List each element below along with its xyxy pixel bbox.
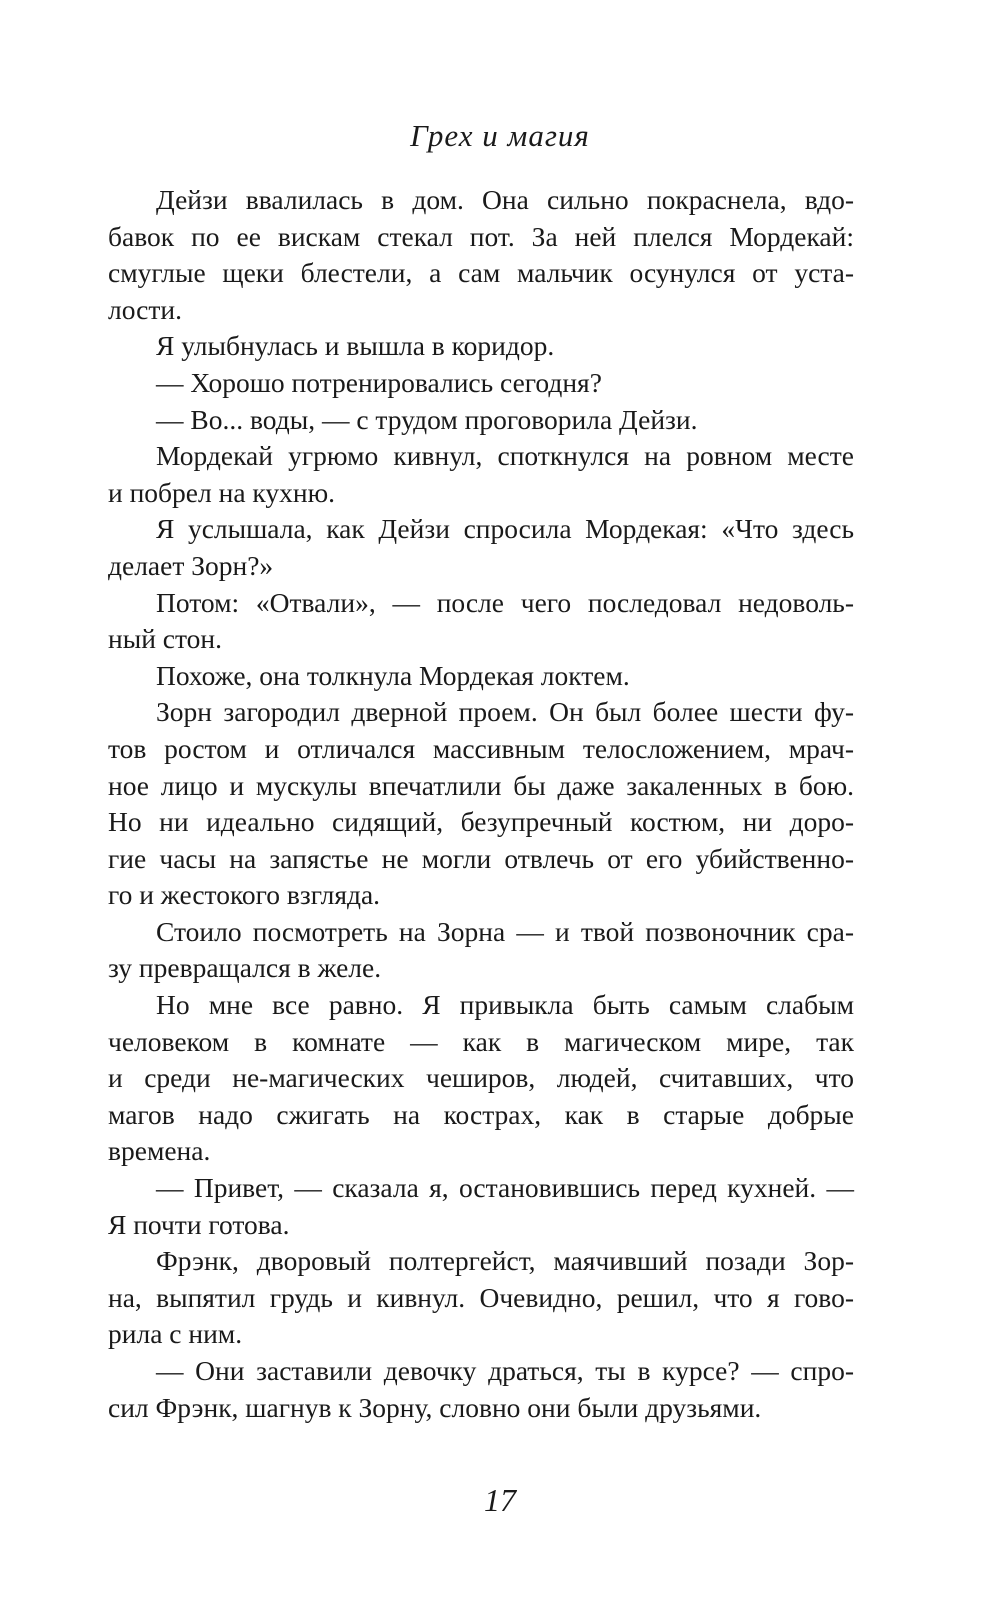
text-line: Фрэнк, дворовый полтергейст, маячивший позади Зор-: [156, 1245, 854, 1277]
text-line: сил Фрэнк, шагнув к Зорну, словно они были друзьями.: [108, 1391, 762, 1423]
text-line: тов ростом и отличался массивным телосложением, мрач-: [108, 732, 854, 764]
text-line: зу превращался в желе.: [108, 952, 382, 984]
text-line: времена.: [108, 1135, 211, 1167]
running-head: Грех и магия: [410, 118, 590, 153]
text-line: человеком в комнате — как в магическом мире, так: [108, 1025, 854, 1057]
text-line: — Хорошо потренировались сегодня?: [156, 366, 602, 398]
text-line: Мордекай угрюмо кивнул, споткнулся на ровном месте: [156, 440, 854, 472]
text-line: делает Зорн?»: [108, 549, 274, 581]
text-line: — Во... воды, — с трудом проговорила Дейзи.: [156, 403, 698, 435]
text-line: лости.: [108, 293, 182, 325]
text-line: на, выпятил грудь и кивнул. Очевидно, решил, что я гово-: [108, 1281, 854, 1313]
text-line: и среди не-магических чеширов, людей, считавших, что: [108, 1062, 854, 1094]
text-line: смуглые щеки блестели, а сам мальчик осунулся от уста-: [108, 257, 854, 289]
text-line: Я услышала, как Дейзи спросила Мордекая: «Что здесь: [156, 513, 854, 545]
text-line: магов надо сжигать на кострах, как в старые добрые: [108, 1098, 854, 1130]
text-line: ный стон.: [108, 623, 222, 655]
text-line: и побрел на кухню.: [108, 476, 336, 508]
text-line: — Они заставили девочку драться, ты в курсе? — спро-: [156, 1355, 854, 1386]
text-line: Похоже, она толкнула Мордекая локтем.: [156, 659, 630, 691]
text-line: Дейзи ввалилась в дом. Она сильно покраснела, вдо-: [156, 184, 854, 215]
text-line: Потом: «Отвали», — после чего последовал недоволь-: [156, 586, 854, 618]
text-line: — Привет, — сказала я, остановившись перед кухней. —: [156, 1172, 854, 1204]
text-line: рила с ним.: [108, 1318, 243, 1350]
text-line: Но ни идеально сидящий, безупречный костюм, ни доро-: [108, 806, 854, 838]
body-text: [108, 182, 854, 1426]
text-line: Но мне все равно. Я привыкла быть самым слабым: [156, 989, 854, 1021]
text-line: Зорн загородил дверной проем. Он был более шести фу-: [156, 696, 854, 728]
text-line: го и жестокого взгляда.: [108, 879, 381, 911]
text-line: ное лицо и мускулы впечатлили бы даже закаленных в бою.: [108, 769, 854, 801]
text-line: гие часы на запястье не могли отвлечь от его убийственно-: [108, 842, 854, 874]
text-line: Стоило посмотреть на Зорна — и твой позвоночник сра-: [156, 915, 854, 947]
page-number: 17: [484, 1482, 516, 1518]
text-line: бавок по ее вискам стекал пот. За ней плелся Мордекай:: [108, 220, 854, 252]
text-line: Я почти готова.: [108, 1208, 290, 1240]
text-line: Я улыбнулась и вышла в коридор.: [156, 330, 555, 362]
